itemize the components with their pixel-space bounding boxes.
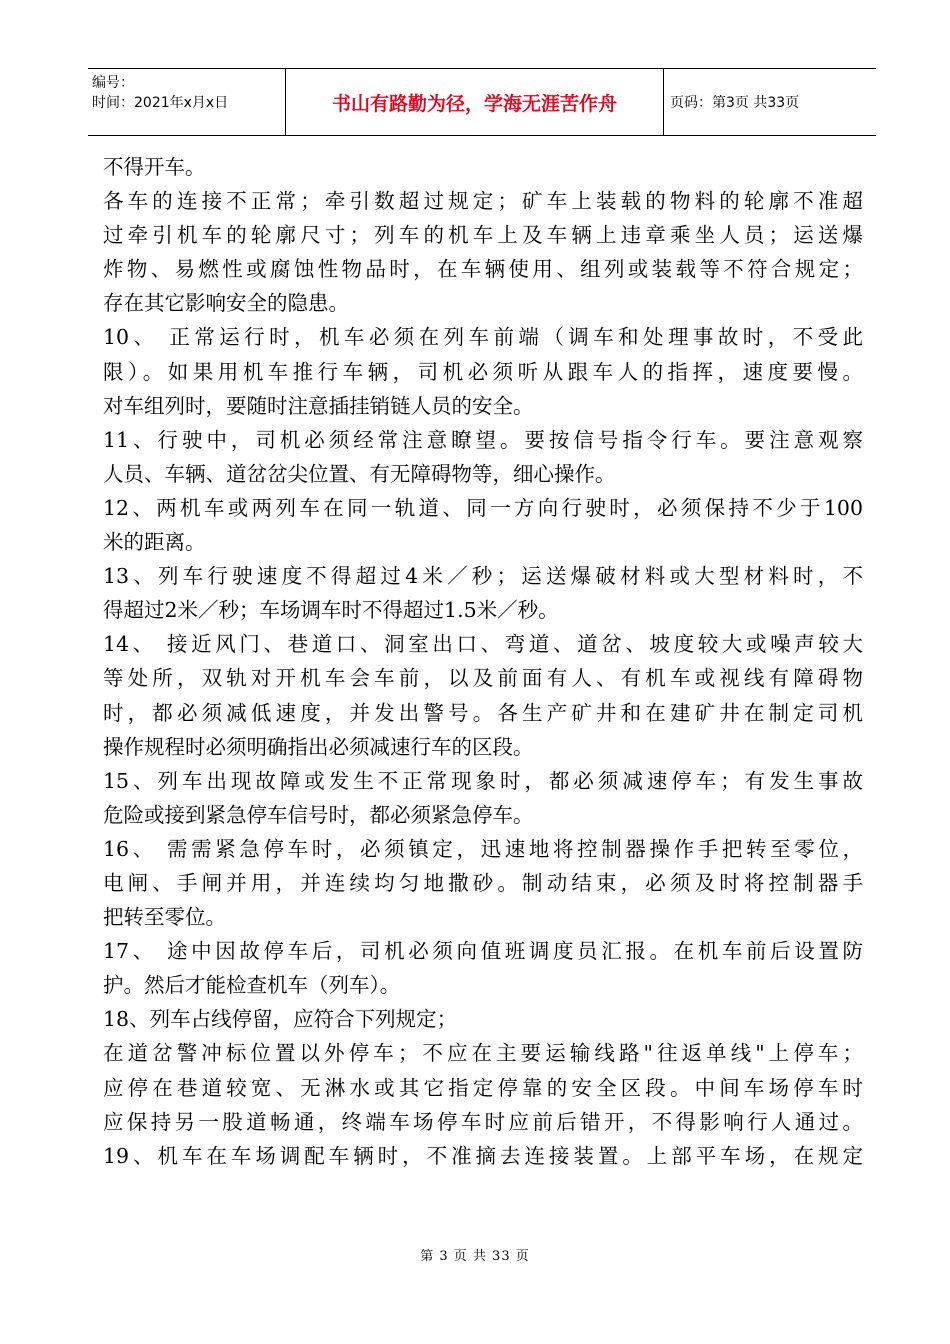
body-line: 11、行驶中，司机必须经常注意瞭望。要按信号指令行车。要注意观察 [103,427,863,452]
body-line: 应停在巷道较宽、无淋水或其它指定停靠的安全区段。中间车场停车时 [103,1075,863,1100]
body-line: 得超过2米／秒；车场调车时不得超过1.5米／秒。 [103,598,559,623]
document-body [103,150,863,1173]
body-line: 危险或接到紧急停车信号时，都必须紧急停车。 [103,802,534,827]
header-page-code: 页码：第3页 共33页 [670,95,800,111]
body-line: 对车组列时，要随时注意插挂销链人员的安全。 [103,393,534,418]
body-line: 过牵引机车的轮廓尺寸；列车的机车上及车辆上违章乘坐人员；运送爆 [103,223,863,248]
body-line: 19、机车在车场调配车辆时，不准摘去连接装置。上部平车场，在规定 [103,1143,863,1168]
body-line: 存在其它影响安全的隐患。 [103,291,349,316]
body-line: 15、列车出现故障或发生不正常现象时，都必须减速停车；有发生事故 [103,768,863,793]
document-date-label: 时间：2021年x月x日 [92,95,229,111]
body-line: 把转至零位。 [103,905,226,930]
body-line: 18、列车占线停留，应符合下列规定； [103,1007,458,1032]
body-line: 14、 接近风门、巷道口、洞室出口、弯道、道岔、坡度较大或噪声较大 [103,632,863,657]
body-line: 17、 途中因故停车后，司机必须向值班调度员汇报。在机车前后设置防 [103,939,863,964]
body-line: 护。然后才能检查机车（列车）。 [103,973,401,998]
body-line: 应保持另一股道畅通，终端车场停车时应前后错开，不得影响行人通过。 [103,1109,863,1134]
page-footer: 第 3 页 共 33 页 [420,1249,530,1264]
body-line: 人员、车辆、道岔岔尖位置、有无障碍物等，细心操作。 [103,461,616,486]
body-line: 炸物、易燃性或腐蚀性物品时，在车辆使用、组列或装载等不符合规定； [103,257,863,282]
page-header [88,68,876,136]
body-line: 12、两机车或两列车在同一轨道、同一方向行驶时，必须保持不少于100 [103,495,863,520]
body-line: 操作规程时必须明确指出必须减速行车的区段。 [103,734,534,759]
body-line: 时，都必须减低速度，并发出警号。各生产矿井和在建矿井在制定司机 [103,700,863,725]
document-number-label: 编号： [92,75,134,91]
body-line: 米的距离。 [103,530,206,555]
body-line: 不得开车。 [103,155,206,179]
body-line: 在道岔警冲标位置以外停车；不应在主要运输线路"往返单线"上停车； [103,1041,863,1066]
body-line: 16、 需需紧急停车时，必须镇定，迅速地将控制器操作手把转至零位， [103,836,863,861]
body-line: 各车的连接不正常；牵引数超过规定；矿车上装载的物料的轮廓不准超 [103,189,863,214]
body-line: 10、 正常运行时，机车必须在列车前端（调车和处理事故时，不受此 [103,325,863,350]
body-line: 限）。如果用机车推行车辆，司机必须听从跟车人的指挥，速度要慢。 [103,359,863,384]
header-motto: 书山有路勤为径，学海无涯苦作舟 [286,69,664,135]
body-line: 13、列车行驶速度不得超过4米／秒；运送爆破材料或大型材料时，不 [103,564,863,589]
body-line: 电闸、手闸并用，并连续均匀地撒砂。制动结束，必须及时将控制器手 [103,870,863,895]
header-meta [88,69,286,135]
body-line: 等处所，双轨对开机车会车前，以及前面有人、有机车或视线有障碍物 [103,666,863,691]
